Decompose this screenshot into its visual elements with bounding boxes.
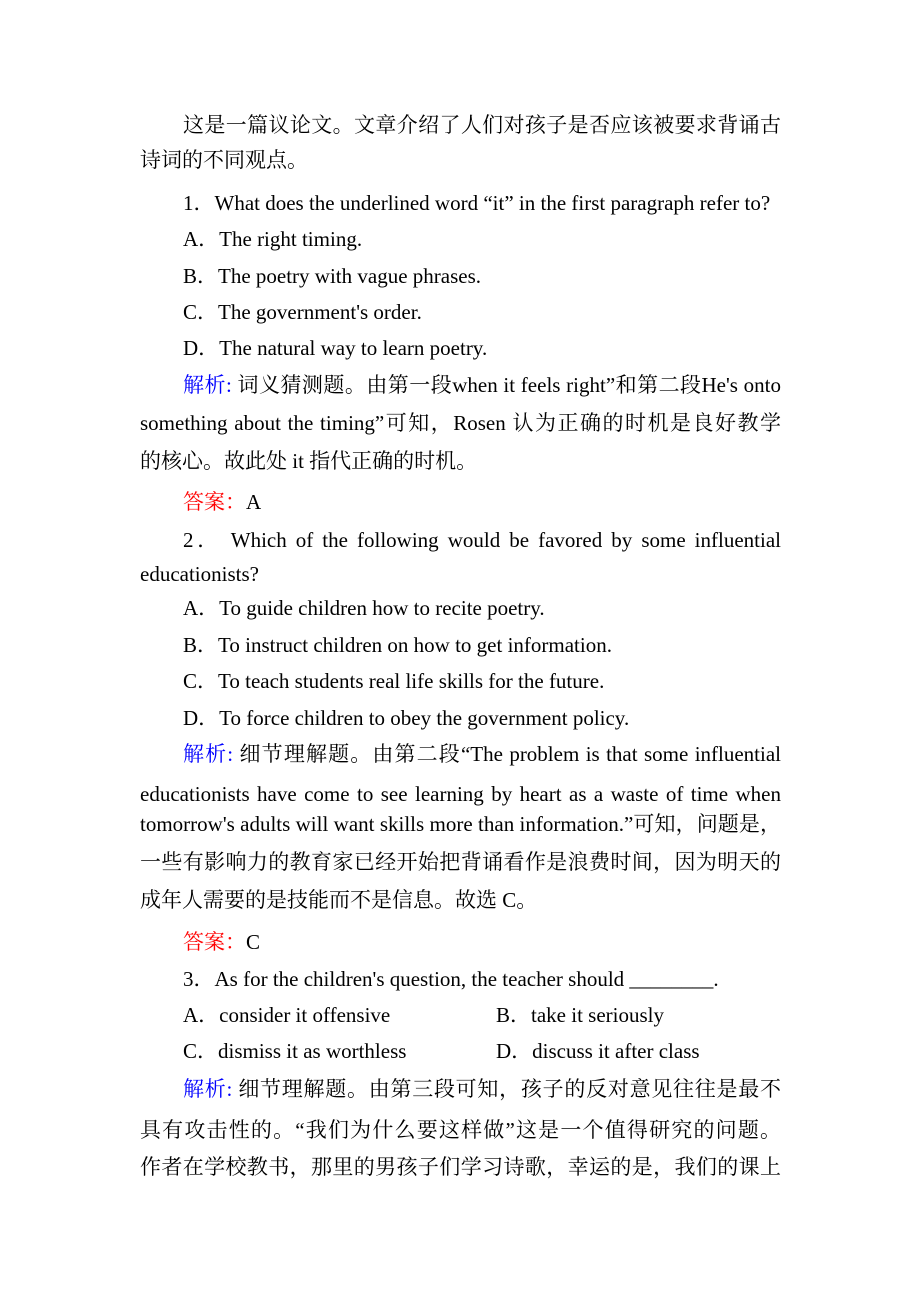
q3-options-row: [183, 1002, 781, 1028]
q2-analysis-line: 解析: 细节理解题。由第二段“The problem is that some influential: [183, 742, 781, 766]
q2-analysis-line: 一些有影响力的教育家已经开始把背诵看作是浪费时间，因为明天的: [140, 850, 781, 874]
answer-label: 答案：: [183, 490, 246, 514]
intro-line: 这是一篇议论文。文章介绍了人们对孩子是否应该被要求背诵古: [183, 113, 781, 137]
q3-option-d: D．discuss it after class: [496, 1039, 700, 1063]
q2-option-c: C．To teach students real life skills for the future.: [183, 669, 605, 693]
q1-option-b: B．The poetry with vague phrases.: [183, 264, 482, 288]
question-1-stem: 1．What does the underlined word “it” in the first paragraph refer to?: [183, 191, 771, 215]
q1-analysis-line: 的核心。故此处 it 指代正确的时机。: [140, 449, 478, 473]
q2-option-a: A．To guide children how to recite poetry.: [183, 596, 545, 620]
q1-option-c: C．The government's order.: [183, 300, 422, 324]
q3-options-row: [183, 1038, 781, 1064]
q1-answer: 答案：A: [183, 490, 262, 514]
analysis-label: 解析:: [183, 742, 234, 766]
q1-option-d: D．The natural way to learn poetry.: [183, 336, 488, 360]
q2-answer: 答案：C: [183, 930, 261, 954]
q1-analysis-line: something about the timing”可知，Rosen 认为正确的时机是良好教学: [140, 411, 781, 435]
q2-option-b: B．To instruct children on how to get information.: [183, 633, 612, 657]
q2-analysis-line: 成年人需要的是技能而不是信息。故选 C。: [140, 888, 538, 912]
q3-analysis-line: 解析: 细节理解题。由第三段可知，孩子的反对意见往往是最不: [183, 1077, 782, 1101]
q3-option-b: B．take it seriously: [496, 1003, 664, 1027]
q2-option-d: D．To force children to obey the government policy.: [183, 706, 630, 730]
question-3-stem: 3．As for the children's question, the teacher should ________.: [183, 967, 719, 991]
intro-line: 诗词的不同观点。: [140, 148, 308, 172]
analysis-label: 解析:: [183, 1077, 233, 1101]
analysis-label: 解析:: [183, 373, 232, 397]
q3-analysis-line: 作者在学校教书，那里的男孩子们学习诗歌，幸运的是，我们的课上: [140, 1155, 781, 1179]
q2-analysis-line: educationists have come to see learning by heart as a waste of time when: [140, 782, 781, 806]
q2-analysis-line: tomorrow's adults will want skills more than information.”可知，问题是，: [140, 812, 781, 836]
q3-option-c: C．dismiss it as worthless: [183, 1039, 407, 1063]
q3-option-a: A．consider it offensive: [183, 1003, 391, 1027]
q1-analysis-line: 解析: 词义猜测题。由第一段when it feels right”和第二段He's onto: [183, 373, 782, 397]
answer-label: 答案：: [183, 930, 246, 954]
question-2-stem: educationists?: [140, 562, 259, 586]
q3-analysis-line: 具有攻击性的。“我们为什么要这样做”这是一个值得研究的问题。: [140, 1118, 781, 1142]
q1-option-a: A．The right timing.: [183, 227, 363, 251]
question-2-stem: 2． Which of the following would be favored by some influential: [183, 528, 781, 552]
